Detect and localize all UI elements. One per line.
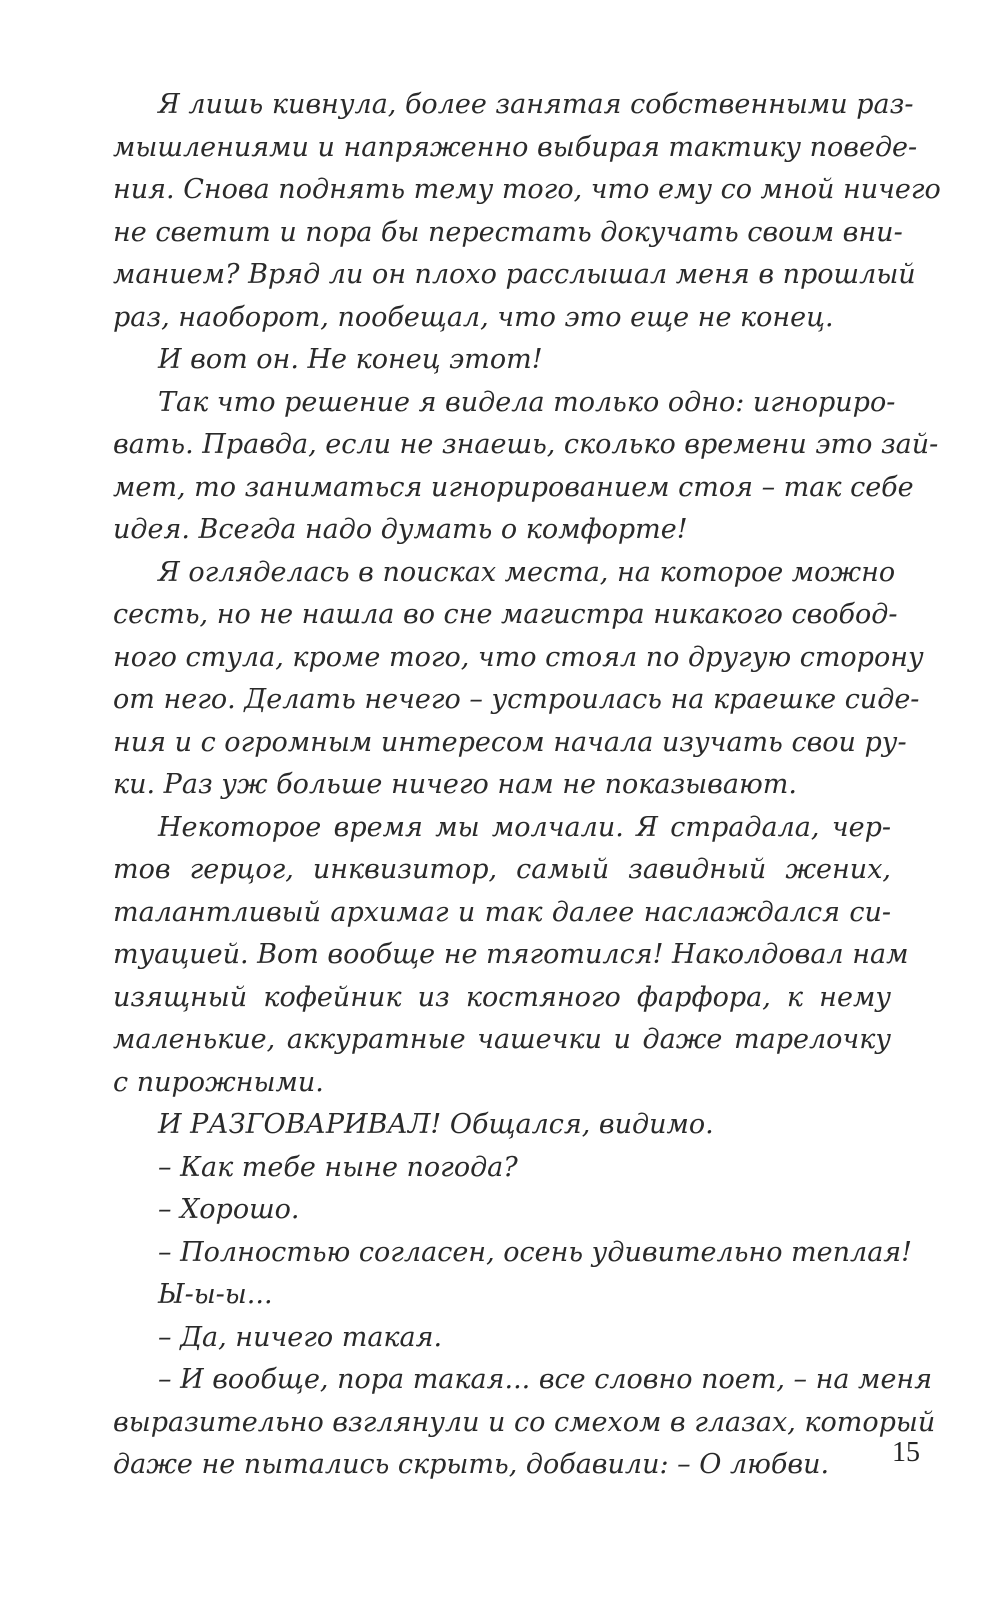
text-line: Ы-ы-ы... [158,1279,273,1310]
text-line: мышлениями и напряженно выбирая тактику поведе- [113,131,918,163]
text-line: Я лишь кивнула, более занятая собственными раз- [158,89,914,120]
text-line: И вот он. Не конец этот! [158,344,543,375]
text-line: ния и с огромным интересом начала изучать свои ру- [113,726,907,758]
text-line: с пирожными. [113,1066,324,1098]
text-line: – Полностью согласен, осень удивительно теплая! [158,1236,913,1268]
text-line: манием? Вряд ли он плохо расслышал меня в прошлый [113,259,916,290]
text-line: тов герцог, инквизитор, самый завидный жених, [113,854,891,885]
text-line: от него. Делать нечего – устроилась на краешке сиде- [113,684,920,715]
text-line: идея. Всегда надо думать о комфорте! [113,514,688,545]
text-line: ния. Снова поднять тему того, что ему со мной ничего [113,174,941,205]
text-line: изящный кофейник из костяного фарфора, к нему [113,981,891,1013]
text-line: – Как тебе ныне погода? [158,1151,518,1183]
text-line: ки. Раз уж больше ничего нам не показывают. [113,769,797,800]
text-line: Некоторое время мы молчали. Я страдала, чер- [158,811,891,843]
page-number: 15 [892,1437,920,1468]
text-line: Я огляделась в поисках места, на которое можно [158,556,896,588]
text-line: мет, то заниматься игнорированием стоя – так себе [113,471,914,503]
text-line: – Хорошо. [158,1194,300,1225]
text-line: талантливый архимаг и так далее наслаждался си- [113,896,891,928]
text-line: – Да, ничего такая. [158,1321,443,1353]
text-line: И РАЗГОВАРИВАЛ! Общался, видимо. [158,1109,714,1140]
text-line: маленькие, аккуратные чашечки и даже тарелочку [113,1024,891,1055]
text-line: сесть, но не нашла во сне магистра никакого свобод- [113,599,898,630]
text-line: ного стула, кроме того, что стоял по другую сторону [113,641,924,673]
text-line: выразительно взглянули и со смехом в глазах, который [113,1406,936,1438]
text-line: туацией. Вот вообще не тяготился! Наколдовал нам [113,939,909,970]
text-line: Так что решение я видела только одно: игнориро- [158,386,896,418]
text-line: даже не пытались скрыть, добавили: – О любви. [113,1449,830,1480]
text-line: не светит и пора бы перестать докучать своим вни- [113,216,903,248]
text-line: раз, наоборот, пообещал, что это еще не конец. [113,301,834,333]
text-line: – И вообще, пора такая... все словно поет, – на меня [158,1364,933,1395]
text-line: вать. Правда, если не знаешь, сколько времени это зай- [113,429,939,460]
